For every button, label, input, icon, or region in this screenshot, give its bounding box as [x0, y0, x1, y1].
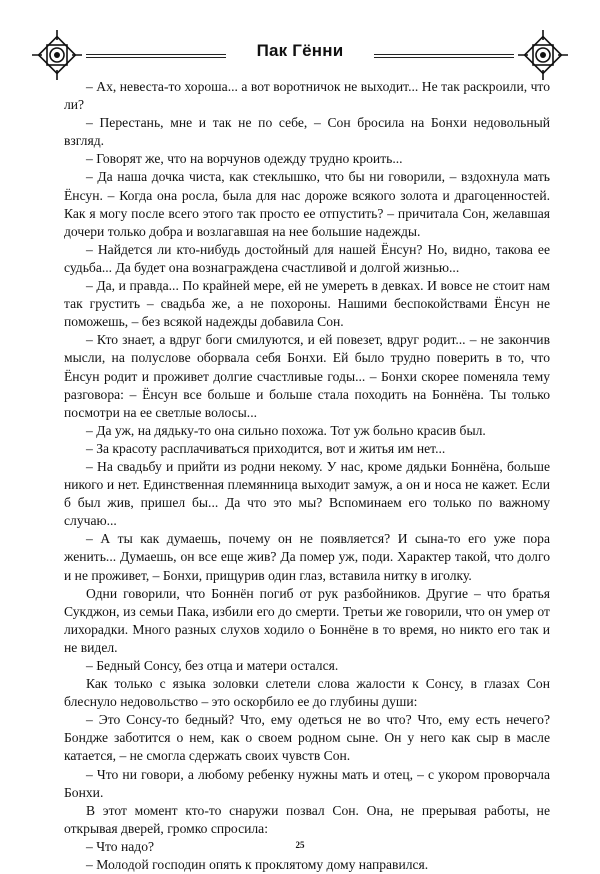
paragraph: – Перестань, мне и так не по себе, – Сон бросила на Бонхи недовольный взгляд. — [64, 115, 550, 149]
paragraph: Одни говорили, что Боннён погиб от рук разбойников. Другие – что братья Сукджон, из семьи Пака, избили его до смерти. Третьи же говорили, что он умер от лихорадки. Много разных слухов ходило о Боннёне в то время, но никто его так и не видел. — [64, 585, 550, 655]
paragraph: – За красоту расплачиваться приходится, вот и житья им нет... — [86, 440, 446, 456]
paragraph: – Бедный Сонсу, без отца и матери остался. — [86, 658, 339, 673]
running-title: Пак Гённи — [256, 41, 344, 60]
paragraph: – На свадьбу и прийти из родни некому. У нас, кроме дядьки Боннёна, больше никого и нет. Единственная племянница выходит замуж, а он и носа не кажет. Если б был жив, пришел бы... Да что это мы? Вспоминаем его только по важному случаю... — [64, 458, 550, 529]
paragraph: – Да наша дочка чиста, как стеклышко, что бы ни говорили, – вздохнула мать Ёнсун. – Когда она росла, была для нас дороже всякого золота и драгоценностей. Как я могу после всего этого так просто ее отпустить? – причитала Сон, желавшая дочери только добра и возлагавшая на нее большие надежды. — [64, 169, 550, 239]
paragraph: – Да, и правда... По крайней мере, ей не умереть в девках. И вовсе не стоит нам так грустить – свадьба же, а не похороны. Нашими беспокойствами Ёнсун не поможешь, – без всякой надежды добавила Сон. — [64, 278, 550, 330]
paragraph: – Что ни говори, а любому ребенку нужны мать и отец, – с укором проворчала Бонхи. — [64, 766, 550, 800]
paragraph: – Ах, невеста-то хороша... а вот воротничок не выходит... Не так раскроили, что ли? — [64, 79, 550, 113]
paragraph: – А ты как думаешь, почему он не появляется? И сына-то его уже пора женить... Думаешь, он все еще жив? Да помер уж, поди. Характер такой, что долго и не проживет, – Бонхи, прищурив один глаз, вставила нитку в иголку. — [64, 531, 550, 583]
body-text — [64, 78, 550, 874]
page-number: 25 — [295, 840, 305, 850]
header-rule-right-lower — [374, 57, 514, 58]
paragraph: – Кто знает, а вдруг боги смилуются, и ей повезет, вдруг родит... – не закончив мысли, на полуслове оборвала себя Бонхи. Ей было трудно поверить в то, что Ёнсун родит и проживет долгие счастливые годы... – Бонхи скорее поменяла тему разговора: – Ёнсун все больше и больше стала походить на Боннёна. Ты только посмотри на ее светлые волосы... — [64, 332, 550, 420]
ornament-right-icon — [516, 28, 570, 82]
paragraph: – Молодой господин опять к проклятому дому направился. — [86, 857, 429, 873]
paragraph: – Что надо? — [86, 838, 155, 854]
paragraph: – Это Сонсу-то бедный? Что, ему одеться не во что? Что, ему есть нечего? Бондже заботится о нем, как о своем родном сыне. Он у него как сыр в масле катается, – не смогла сдержать своих чувств Сон. — [64, 712, 550, 764]
paragraph: – Да уж, на дядьку-то она сильно похожа. Тот уж больно красив был. — [86, 422, 486, 438]
header-rule-right — [374, 54, 514, 55]
paragraph: Как только с языка золовки слетели слова жалости к Сонсу, в глазах Сон блеснуло недовольство – это оскорбило ее до глубины души: — [64, 676, 550, 710]
paragraph: В этот момент кто-то снаружи позвал Сон. Она, не прерывая работы, не открывая дверей, громко спросила: — [64, 802, 550, 836]
paragraph: – Говорят же, что на ворчунов одежду трудно кроить... — [86, 151, 403, 167]
paragraph: – Найдется ли кто-нибудь достойный для нашей Ёнсун? Но, видно, такова ее судьба... Да будет она вознаграждена счастливой и долгой жизнью... — [64, 241, 550, 275]
running-header — [0, 28, 600, 84]
